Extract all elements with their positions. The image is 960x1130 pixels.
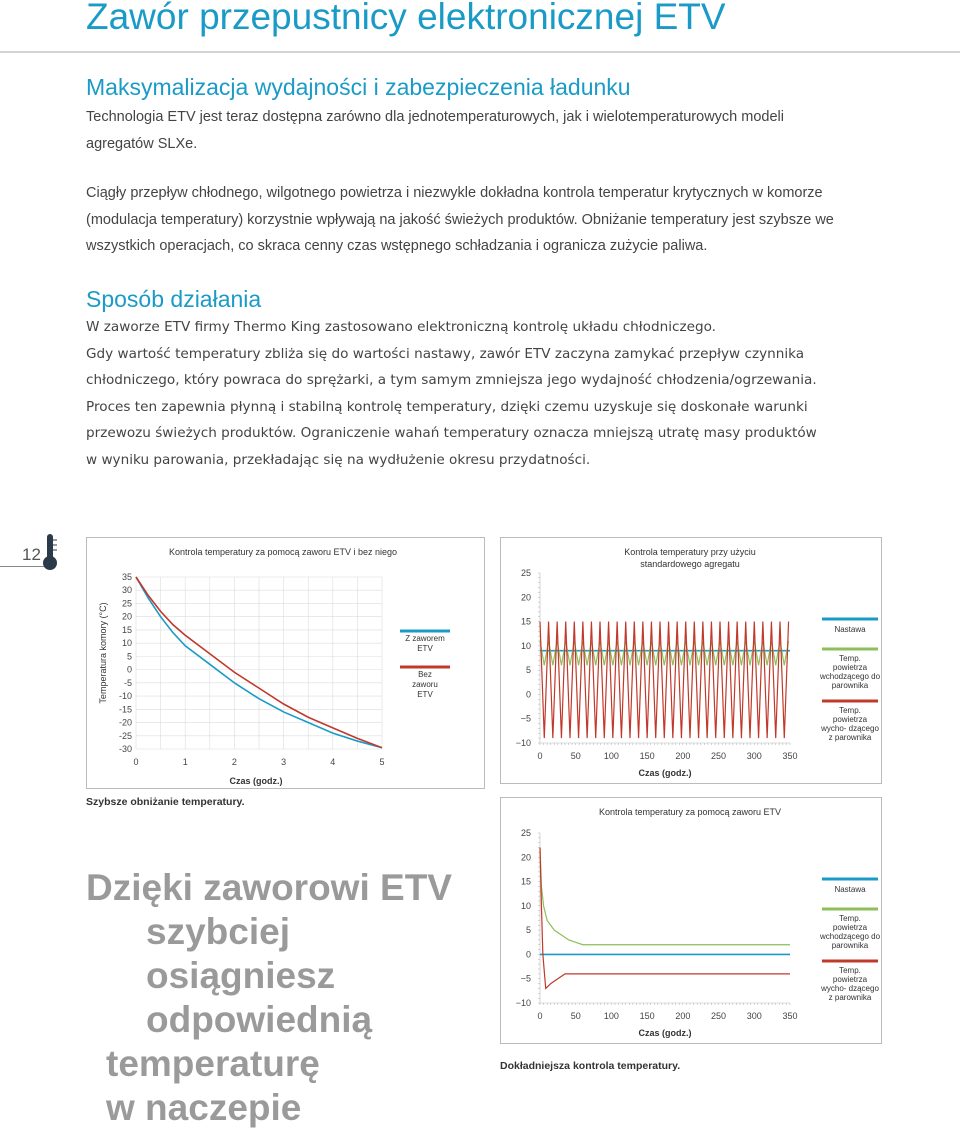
x-tick-label: 0 — [537, 1011, 543, 1021]
x-tick-label: 300 — [746, 1011, 762, 1021]
title-divider — [0, 51, 960, 53]
x-tick-label: 200 — [675, 751, 691, 761]
page-title: Zawór przepustnicy elektronicznej ETV — [86, 0, 726, 37]
legend-label: Temp. — [839, 966, 861, 975]
legend-label: powietrza — [832, 663, 868, 672]
y-tick-label: 10 — [121, 638, 132, 649]
x-tick-label: 0 — [537, 751, 543, 761]
headline-line: odpowiednią — [146, 999, 373, 1040]
x-tick-label: 100 — [603, 1011, 619, 1021]
paragraph-line: (modulacja temperatury) korzystnie wpływają na jakość świeżych produktów. Obniżanie temperatury jest szybsze we — [86, 211, 834, 228]
x-tick-label: 3 — [281, 757, 287, 767]
y-tick-label: 5 — [525, 665, 531, 676]
legend-label: Bez — [418, 670, 432, 679]
headline-line: szybciej — [146, 911, 290, 952]
legend-label: z parownika — [828, 733, 872, 742]
y-tick-label: 0 — [525, 689, 531, 700]
legend-label: wchodzącego do — [819, 932, 881, 941]
chart1-caption: Szybsze obniżanie temperatury. — [86, 796, 245, 808]
legend-label: Temp. — [839, 706, 861, 715]
legend-label: powietrza — [832, 715, 868, 724]
y-tick-label: 35 — [121, 572, 132, 582]
x-tick-label: 4 — [330, 757, 336, 767]
y-tick-label: 10 — [520, 640, 531, 651]
legend-label: Temp. — [839, 654, 861, 663]
x-tick-label: 350 — [782, 751, 798, 761]
x-axis-label: Czas (godz.) — [229, 776, 283, 786]
y-tick-label: -15 — [118, 704, 132, 715]
paragraph-line: agregatów SLXe. — [86, 135, 198, 152]
legend-label: wchodzącego do — [819, 672, 881, 681]
y-tick-label: −10 — [515, 998, 531, 1008]
paragraph-line: Proces ten zapewnia płynną i stabilną kontrolę temperatury, dzięki czemu uzyskuje się doskonałe warunki — [86, 398, 808, 415]
legend-label: Z zaworem — [405, 634, 445, 643]
headline — [86, 866, 452, 1130]
x-tick-label: 2 — [231, 757, 237, 767]
series-line-2 — [540, 622, 789, 739]
legend-label: zaworu — [412, 680, 438, 689]
x-tick-label: 350 — [782, 1011, 798, 1021]
chart2-svg — [500, 537, 882, 784]
x-tick-label: 250 — [711, 751, 727, 761]
chart1-svg — [86, 537, 486, 789]
paragraph-line: W zaworze ETV firmy Thermo King zastosowano elektroniczną kontrolę układu chłodniczego. — [86, 319, 717, 335]
y-tick-label: 20 — [520, 592, 531, 603]
series-line-1 — [540, 641, 789, 665]
page-number: 12 — [22, 545, 41, 564]
y-tick-label: 0 — [126, 664, 132, 675]
y-tick-label: -30 — [118, 744, 132, 754]
x-axis-label: Czas (godz.) — [638, 1028, 692, 1038]
y-tick-label: 15 — [520, 616, 531, 627]
legend-label: wycho- dzącego — [821, 724, 879, 733]
y-tick-label: 0 — [525, 949, 531, 960]
y-tick-label: 5 — [525, 925, 531, 936]
y-tick-label: 10 — [520, 900, 531, 911]
y-tick-label: -20 — [118, 717, 132, 728]
legend-label: parownika — [831, 681, 869, 690]
headline-line: osiągniesz — [146, 955, 336, 996]
y-tick-label: 25 — [520, 828, 531, 838]
x-tick-label: 250 — [711, 1011, 727, 1021]
headline-line: w naczepie — [106, 1087, 302, 1128]
paragraph-line: w wyniku parowania, przekładając się na wydłużenie okresu przydatności. — [86, 451, 591, 468]
y-axis-label: Temperatura komory (°C) — [98, 602, 108, 704]
legend-label: powietrza — [832, 923, 868, 932]
x-tick-label: 150 — [639, 751, 655, 761]
legend-label: Nastawa — [834, 885, 866, 894]
y-tick-label: 25 — [121, 598, 132, 609]
chart-title: standardowego agregatu — [640, 559, 740, 569]
section1-heading: Maksymalizacja wydajności i zabezpieczenia ładunku — [86, 74, 631, 100]
chart-title: Kontrola temperatury przy użyciu — [624, 547, 756, 557]
series-line-2 — [540, 848, 790, 989]
section2-paragraph — [86, 314, 817, 473]
legend-label: ETV — [417, 690, 433, 699]
y-tick-label: 20 — [520, 852, 531, 863]
x-tick-label: 150 — [639, 1011, 655, 1021]
paragraph-line: przewozu świeżych produktów. Ograniczenie wahań temperatury oznacza mniejszą utratę masy produktów — [86, 425, 817, 441]
x-tick-label: 300 — [746, 751, 762, 761]
legend-label: powietrza — [832, 975, 868, 984]
chart-title: Kontrola temperatury za pomocą zaworu ETV i bez niego — [168, 547, 398, 557]
section1-paragraph-a — [86, 104, 784, 157]
paragraph-line: Technologia ETV jest teraz dostępna zarówno dla jednotemperaturowych, jak i wielotemperaturowych modeli — [86, 109, 784, 125]
x-axis-label: Czas (godz.) — [638, 768, 692, 778]
chart-title: Kontrola temperatury za pomocą zaworu ETV — [598, 807, 782, 817]
y-tick-label: 5 — [126, 651, 132, 662]
x-tick-label: 1 — [182, 757, 188, 767]
y-tick-label: −10 — [515, 738, 531, 748]
y-tick-label: -10 — [118, 691, 132, 702]
legend-label: z parownika — [828, 993, 872, 1002]
section1-paragraph-b — [86, 180, 834, 260]
y-tick-label: -25 — [118, 730, 132, 741]
legend-label: parownika — [831, 941, 869, 950]
legend-label: wycho- dzącego — [821, 984, 879, 993]
headline-line: temperaturę — [106, 1043, 320, 1084]
y-tick-label: 30 — [121, 585, 132, 596]
y-tick-label: 15 — [520, 876, 531, 887]
legend-label: Temp. — [839, 914, 861, 923]
x-tick-label: 50 — [570, 1011, 581, 1021]
x-tick-label: 200 — [675, 1011, 691, 1021]
headline-line: Dzięki zaworowi ETV — [86, 867, 452, 908]
series-line-1 — [540, 848, 790, 945]
paragraph-line: chłodniczego, który powraca do sprężarki, a tym samym zmniejsza jego wydajność chłodzenia/ogrzewania. — [86, 372, 817, 388]
paragraph-line: Gdy wartość temperatury zbliża się do wartości nastawy, zawór ETV zaczyna zamykać przepływ czynnika — [86, 345, 805, 362]
paragraph-line: wszystkich operacjach, co skraca cenny czas wstępnego schładzania i ogranicza zużycie paliwa. — [86, 238, 708, 254]
y-tick-label: 15 — [121, 624, 132, 635]
chart3-svg — [500, 797, 882, 1044]
x-tick-label: 100 — [603, 751, 619, 761]
x-tick-label: 5 — [379, 757, 385, 767]
section2-heading: Sposób działania — [86, 286, 262, 312]
y-tick-label: −5 — [520, 713, 531, 724]
x-tick-label: 0 — [133, 757, 139, 767]
thermometer-icon — [40, 532, 60, 572]
x-tick-label: 50 — [570, 751, 581, 761]
y-tick-label: 20 — [121, 611, 132, 622]
chart3-caption: Dokładniejsza kontrola temperatury. — [500, 1060, 681, 1072]
legend-label: Nastawa — [834, 625, 866, 634]
legend-label: ETV — [417, 644, 433, 653]
y-tick-label: -5 — [123, 677, 132, 688]
paragraph-line: Ciągły przepływ chłodnego, wilgotnego powietrza i niezwykle dokładna kontrola temperatur krytycznych w komorze — [86, 185, 823, 201]
y-tick-label: 25 — [520, 568, 531, 578]
y-tick-label: −5 — [520, 973, 531, 984]
